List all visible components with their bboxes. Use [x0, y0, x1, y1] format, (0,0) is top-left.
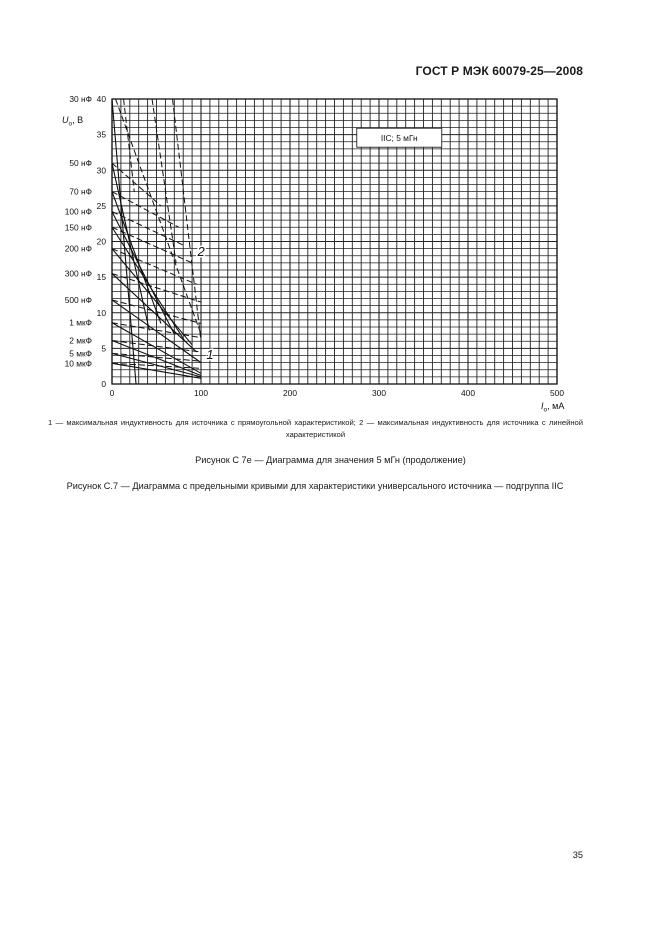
y-axis-label: $U_o$, В — [62, 115, 84, 128]
y-tick-label: 40 — [96, 94, 106, 104]
capacitance-label: 30 нФ — [69, 94, 92, 104]
curve-linear-source — [152, 99, 176, 263]
y-tick-label: 5 — [101, 343, 106, 354]
capacitance-label: 5 мкФ — [69, 348, 92, 359]
curve-number-label: 1 — [206, 347, 214, 363]
capacitance-label: 50 нФ — [69, 158, 92, 169]
y-tick-label: 30 — [96, 165, 106, 176]
x-tick-label: 300 — [372, 388, 386, 398]
document-header: ГОСТ Р МЭК 60079-25—2008 — [415, 64, 583, 78]
x-tick-label: 400 — [461, 388, 475, 398]
capacitance-label: 200 нФ — [64, 243, 92, 254]
figure-caption-e: Рисунок С 7е — Диаграмма для значения 5 мГн (продолжение) — [195, 455, 466, 465]
y-tick-label: 0 — [101, 379, 106, 389]
x-axis-label: $I_o$, мА — [541, 401, 565, 414]
figure-caption-main: Рисунок С.7 — Диаграмма с предельными кривыми для характеристики универсального источника — подгруппа IIС — [66, 481, 564, 491]
capacitance-label: 70 нФ — [69, 186, 92, 197]
capacitance-label: 150 нФ — [64, 222, 92, 233]
capacitance-label: 100 нФ — [64, 206, 92, 217]
x-tick-label: 200 — [283, 388, 297, 398]
y-tick-label: 20 — [96, 236, 106, 247]
y-tick-label: 25 — [96, 200, 106, 211]
legend-note: 1 — максимальная индуктивность для источника с прямоугольной характеристикой; 2 — максимальная индуктивность для источника с линейной характеристикой — [48, 418, 583, 439]
y-tick-label: 10 — [96, 307, 106, 318]
curve-number-label: 2 — [197, 243, 205, 259]
capacitance-label: 500 нФ — [64, 294, 92, 305]
chart — [0, 0, 661, 420]
y-tick-label: 35 — [96, 129, 106, 140]
capacitance-label: 1 мкФ — [69, 317, 92, 328]
capacitance-label: 2 мкФ — [69, 335, 92, 346]
chart-grid — [112, 99, 557, 384]
curve-linear-source — [112, 249, 197, 285]
capacitance-label: 300 нФ — [64, 268, 92, 279]
x-tick-label: 0 — [109, 388, 115, 398]
x-tick-label: 500 — [550, 388, 564, 398]
group-label-text: IIC; 5 мГн — [380, 133, 418, 144]
y-tick-label: 15 — [96, 272, 106, 283]
page-number: 35 — [572, 850, 583, 860]
capacitance-label: 10 мкФ — [64, 358, 92, 369]
x-tick-label: 100 — [194, 388, 208, 398]
